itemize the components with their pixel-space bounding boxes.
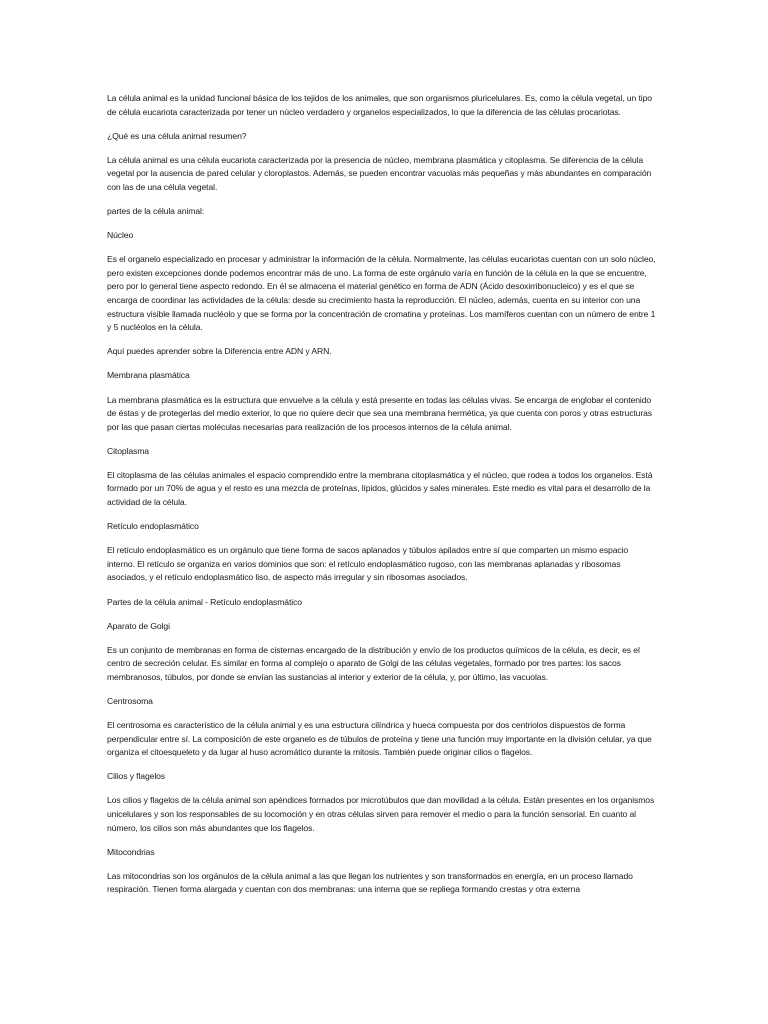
heading-resumen: ¿Qué es una célula animal resumen?	[107, 130, 247, 141]
membrana-paragraph: La membrana plasmática es la estructura que envuelve a la célula y está presente en todas las células vivas. Se encarga de englobar el contenido de éstas y de protegerlas del medio exterior, lo que no quiere decir que sea una membrana hermética, ya que cuenta con poros y otras estructuras por las que pasan ciertas moléculas necesarias para realización de los procesos internos de la célula animal.	[107, 394, 652, 432]
heading-centrosoma: Centrosoma	[107, 696, 153, 706]
citoplasma-paragraph: El citoplasma de las células animales el espacio comprendido entre la membrana citoplasmática y el núcleo, que rodea a todos los organelos. Está formado por un 70% de agua y el resto es una mezcla de proteínas, lípidos, glúcidos y sales minerales. Este medio es vital para el desarrollo de la actividad de la célula.	[107, 469, 653, 508]
heading-nucleo: Núcleo	[107, 230, 134, 241]
intro-paragraph: La célula animal es la unidad funcional básica de los tejidos de los animales, que son organismos pluricelulares. Es, como la célula vegetal, un tipo de célula eucariota caracterizada por tener un núcleo verdadero y organelos especializados, lo que la diferencia de las células procariotas.	[107, 93, 652, 117]
heading-golgi: Aparato de Golgi	[107, 620, 170, 631]
heading-cilios: Cilios y flagelos	[107, 771, 166, 782]
nucleo-paragraph: Es el organelo especializado en procesar y administrar la información de la célula. Normalmente, las células eucariotas cuentan con un solo núcleo, pero existen excepciones donde podemos encontrar más de uno. La forma de este orgánulo varía en función de la célula en la que se encuentre, pero por lo general tiene aspecto redondo. En él se almacena el material genético en forma de ADN (Ácido desoxirribonucleico) y es el que se encarga de coordinar las actividades de la célula: desde su crecimiento hasta la reproducción. El núcleo, además, cuenta en su interior con una estructura visible llamada nucléolo y que se forma por la concentración de cromatina y proteínas. Los mamíferos cuentan con un número de entre 1 y 5 nucléolos en la célula.	[107, 254, 656, 333]
heading-citoplasma: Citoplasma	[107, 445, 149, 456]
cilios-paragraph: Los cilios y flagelos de la célula animal son apéndices formados por microtúbulos que dan movilidad a la célula. Están presentes en los organismos unicelulares y son los responsables de su locomoción y en otras células sirven para remover el medio o para la función sensorial. En cuanto al número, los cilios son más abundantes que los flagelos.	[107, 795, 655, 833]
mitocondrias-paragraph: Las mitocondrias son los orgánulos de la célula animal a las que llegan los nutrientes y son transformados en energía, en un proceso llamado respiración. Tienen forma alargada y cuentan con dos membranas: una interna que se repliega formando crestas y otra externa	[107, 870, 633, 895]
heading-reticulo: Retículo endoplasmático	[107, 521, 199, 532]
heading-membrana: Membrana plasmática	[107, 370, 190, 381]
golgi-paragraph: Es un conjunto de membranas en forma de cisternas encargado de la distribución y envío de los productos químicos de la célula, es decir, es el centro de secreción celular. Es similar en forma al complejo o aparato de Golgi de las células vegetales, formado por tres partes: los sacos membranosos, túbulos, por donde se envían las sustancias al interior y exterior de la célula, y, por último, las vacuolas.	[107, 644, 640, 682]
centrosoma-paragraph: El centrosoma es característico de la célula animal y es una estructura cilíndrica y hueca compuesta por dos centriolos dispuestos de forma perpendicular entre sí. La composición de este organelo es de túbulos de proteína y tiene una función muy importante en la división celular, ya que organiza el citoesqueleto y da lugar al huso acromático durante la mitosis. También puede originar cilios o flagelos.	[107, 720, 652, 758]
reticulo-paragraph: El retículo endoplasmático es un orgánulo que tiene forma de sacos aplanados y túbulos apilados entre sí que comparten un mismo espacio interno. El retículo se organiza en varios dominios que son: el retículo endoplasmático rugoso, con las membranas aplanadas y ribosomas asociados, y el retículo endoplasmático liso, de aspecto más irregular y sin ribosomas asociados.	[107, 545, 629, 583]
heading-partes: partes de la célula animal:	[107, 206, 205, 217]
resumen-paragraph: La célula animal es una célula eucariota caracterizada por la presencia de núcleo, membrana plasmática y citoplasma. Se diferencia de la célula vegetal por la ausencia de pared celular y cloroplastos. Además, se pueden encontrar vacuolas más pequeñas y más abundantes en comparación con las de una célula vegetal.	[107, 154, 652, 192]
adn-arn-paragraph: Aquí puedes aprender sobre la Diferencia entre ADN y ARN.	[107, 346, 332, 357]
document-page	[107, 92, 657, 908]
heading-partes-reticulo: Partes de la célula animal - Retículo endoplasmático	[107, 596, 302, 607]
heading-mitocondrias: Mitocondrias	[107, 846, 155, 857]
